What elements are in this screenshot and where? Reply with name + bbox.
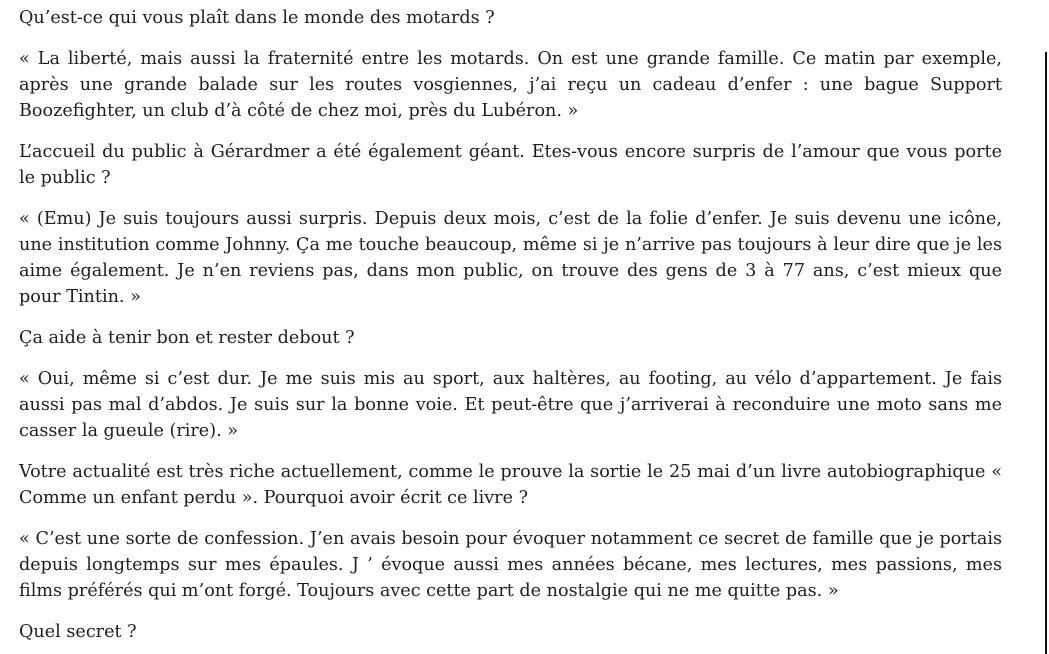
article-body [19,5,1002,654]
interview-question: Ça aide à tenir bon et rester debout ? [19,328,355,348]
interview-question: Votre actualité est très riche actuellement, comme le prouve la sortie le 25 mai d’un livre autobiographique « Comme un enfant perdu ». Pourquoi avoir écrit ce livre ? [19,462,1002,508]
interview-question: Quel secret ? [19,622,137,642]
interview-answer: « La liberté, mais aussi la fraternité entre les motards. On est une grande famille. Ce matin par exemple, après une grande balade sur les routes vosgiennes, j’ai reçu un cadeau d’enfer : une bague Support Boozefighter, un club d’à côté de chez moi, près du Lubéron. » [19,49,1002,121]
interview-answer: « Oui, même si c’est dur. Je me suis mis au sport, aux haltères, au footing, au vélo d’appartement. Je fais aussi pas mal d’abdos. Je suis sur la bonne voie. Et peut-être que j’arriverai à reconduire une moto sans me casser la gueule (rire). » [19,369,1002,441]
interview-answer: « C’est une sorte de confession. J’en avais besoin pour évoquer notamment ce secret de famille que je portais depuis longtemps sur mes épaules. J ’ évoque aussi mes années bécane, mes lectures, mes passions, mes films préférés qui m’ont forgé. Toujours avec cette part de nostalgie qui ne me quitte pas. » [19,529,1002,601]
interview-question: Qu’est-ce qui vous plaît dans le monde des motards ? [19,8,495,28]
interview-answer: « (Emu) Je suis toujours aussi surpris. Depuis deux mois, c’est de la folie d’enfer. Je suis devenu une icône, une institution comme Johnny. Ça me touche beaucoup, même si je n’arrive pas toujours à leur dire que je les aime également. Je n’en reviens pas, dans mon public, on trouve des gens de 3 à 77 ans, c’est mieux que pour Tintin. » [19,209,1002,307]
interview-question: L’accueil du public à Gérardmer a été également géant. Etes-vous encore surpris de l’amour que vous porte le public ? [19,142,1002,188]
scrollbar-edge[interactable] [1045,52,1047,654]
